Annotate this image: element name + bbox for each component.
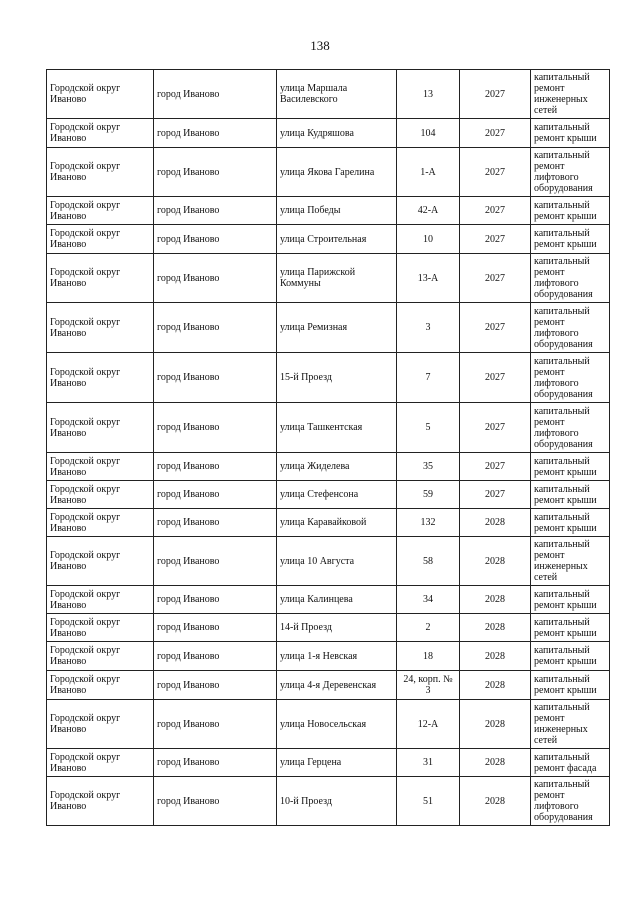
street-cell: улица Победы	[277, 197, 397, 225]
year-cell: 2028	[460, 586, 531, 614]
city-cell: город Иваново	[154, 197, 277, 225]
street-cell: 14-й Проезд	[277, 614, 397, 642]
page-number: 138	[310, 38, 330, 53]
work-type-cell: капитальный ремонт крыши	[531, 671, 610, 700]
house-cell: 132	[397, 509, 460, 537]
table-row	[47, 148, 610, 197]
work-type-cell: капитальный ремонт инженерных сетей	[531, 537, 610, 586]
city-cell: город Иваново	[154, 586, 277, 614]
city-cell: город Иваново	[154, 353, 277, 403]
district-cell: Городской округ Иваново	[47, 481, 154, 509]
year-cell: 2027	[460, 148, 531, 197]
work-type-cell: капитальный ремонт крыши	[531, 642, 610, 671]
street-cell: 15-й Проезд	[277, 353, 397, 403]
table-row	[47, 353, 610, 403]
table-row	[47, 777, 610, 826]
street-cell: улица Кудряшова	[277, 119, 397, 148]
district-cell: Городской округ Иваново	[47, 254, 154, 303]
house-cell: 31	[397, 749, 460, 777]
table-row	[47, 586, 610, 614]
table-row	[47, 509, 610, 537]
house-cell: 13	[397, 70, 460, 119]
house-cell: 24, корп. № 3	[397, 671, 460, 700]
street-cell: улица Ремизная	[277, 303, 397, 353]
street-cell: улица Якова Гарелина	[277, 148, 397, 197]
street-cell: улица Жиделева	[277, 453, 397, 481]
work-type-cell: капитальный ремонт фасада	[531, 749, 610, 777]
district-cell: Городской округ Иваново	[47, 537, 154, 586]
table-row	[47, 749, 610, 777]
work-type-cell: капитальный ремонт крыши	[531, 509, 610, 537]
year-cell: 2028	[460, 700, 531, 749]
repair-schedule-table	[46, 69, 610, 826]
district-cell: Городской округ Иваново	[47, 614, 154, 642]
street-cell: 10-й Проезд	[277, 777, 397, 826]
city-cell: город Иваново	[154, 453, 277, 481]
district-cell: Городской округ Иваново	[47, 403, 154, 453]
year-cell: 2028	[460, 749, 531, 777]
table-row	[47, 119, 610, 148]
city-cell: город Иваново	[154, 303, 277, 353]
work-type-cell: капитальный ремонт лифтового оборудования	[531, 403, 610, 453]
table-row	[47, 481, 610, 509]
work-type-cell: капитальный ремонт лифтового оборудования	[531, 148, 610, 197]
district-cell: Городской округ Иваново	[47, 749, 154, 777]
table-row	[47, 671, 610, 700]
street-cell: улица 1-я Невская	[277, 642, 397, 671]
work-type-cell: капитальный ремонт крыши	[531, 119, 610, 148]
work-type-cell: капитальный ремонт лифтового оборудования	[531, 303, 610, 353]
house-cell: 35	[397, 453, 460, 481]
city-cell: город Иваново	[154, 700, 277, 749]
street-cell: улица Калинцева	[277, 586, 397, 614]
table-row	[47, 70, 610, 119]
street-cell: улица Ташкентская	[277, 403, 397, 453]
work-type-cell: капитальный ремонт лифтового оборудования	[531, 254, 610, 303]
year-cell: 2027	[460, 453, 531, 481]
table-row	[47, 537, 610, 586]
year-cell: 2028	[460, 671, 531, 700]
house-cell: 5	[397, 403, 460, 453]
house-cell: 1-А	[397, 148, 460, 197]
district-cell: Городской округ Иваново	[47, 642, 154, 671]
work-type-cell: капитальный ремонт крыши	[531, 225, 610, 254]
city-cell: город Иваново	[154, 537, 277, 586]
work-type-cell: капитальный ремонт крыши	[531, 614, 610, 642]
work-type-cell: капитальный ремонт крыши	[531, 197, 610, 225]
district-cell: Городской округ Иваново	[47, 197, 154, 225]
table-row	[47, 700, 610, 749]
street-cell: улица Стефенсона	[277, 481, 397, 509]
work-type-cell: капитальный ремонт инженерных сетей	[531, 70, 610, 119]
table-row	[47, 642, 610, 671]
house-cell: 12-А	[397, 700, 460, 749]
house-cell: 104	[397, 119, 460, 148]
district-cell: Городской округ Иваново	[47, 225, 154, 254]
house-cell: 59	[397, 481, 460, 509]
district-cell: Городской округ Иваново	[47, 70, 154, 119]
street-cell: улица Маршала Василевского	[277, 70, 397, 119]
table-row	[47, 225, 610, 254]
city-cell: город Иваново	[154, 777, 277, 826]
house-cell: 2	[397, 614, 460, 642]
house-cell: 34	[397, 586, 460, 614]
table-row	[47, 254, 610, 303]
house-cell: 7	[397, 353, 460, 403]
street-cell: улица Парижской Коммуны	[277, 254, 397, 303]
house-cell: 3	[397, 303, 460, 353]
district-cell: Городской округ Иваново	[47, 453, 154, 481]
house-cell: 58	[397, 537, 460, 586]
city-cell: город Иваново	[154, 403, 277, 453]
district-cell: Городской округ Иваново	[47, 353, 154, 403]
year-cell: 2027	[460, 254, 531, 303]
district-cell: Городской округ Иваново	[47, 700, 154, 749]
year-cell: 2027	[460, 403, 531, 453]
city-cell: город Иваново	[154, 119, 277, 148]
city-cell: город Иваново	[154, 642, 277, 671]
year-cell: 2027	[460, 303, 531, 353]
year-cell: 2028	[460, 509, 531, 537]
house-cell: 10	[397, 225, 460, 254]
year-cell: 2027	[460, 353, 531, 403]
street-cell: улица 10 Августа	[277, 537, 397, 586]
city-cell: город Иваново	[154, 481, 277, 509]
work-type-cell: капитальный ремонт крыши	[531, 453, 610, 481]
table-row	[47, 614, 610, 642]
table-row	[47, 453, 610, 481]
city-cell: город Иваново	[154, 509, 277, 537]
district-cell: Городской округ Иваново	[47, 671, 154, 700]
city-cell: город Иваново	[154, 148, 277, 197]
year-cell: 2027	[460, 225, 531, 254]
year-cell: 2028	[460, 642, 531, 671]
city-cell: город Иваново	[154, 254, 277, 303]
district-cell: Городской округ Иваново	[47, 509, 154, 537]
house-cell: 13-А	[397, 254, 460, 303]
table-row	[47, 303, 610, 353]
city-cell: город Иваново	[154, 749, 277, 777]
work-type-cell: капитальный ремонт крыши	[531, 481, 610, 509]
street-cell: улица Новосельская	[277, 700, 397, 749]
house-cell: 18	[397, 642, 460, 671]
year-cell: 2028	[460, 537, 531, 586]
year-cell: 2027	[460, 481, 531, 509]
work-type-cell: капитальный ремонт инженерных сетей	[531, 700, 610, 749]
city-cell: город Иваново	[154, 671, 277, 700]
year-cell: 2027	[460, 70, 531, 119]
table-row	[47, 197, 610, 225]
street-cell: улица Строительная	[277, 225, 397, 254]
district-cell: Городской округ Иваново	[47, 148, 154, 197]
street-cell: улица Каравайковой	[277, 509, 397, 537]
work-type-cell: капитальный ремонт лифтового оборудования	[531, 353, 610, 403]
year-cell: 2028	[460, 777, 531, 826]
street-cell: улица 4-я Деревенская	[277, 671, 397, 700]
district-cell: Городской округ Иваново	[47, 777, 154, 826]
year-cell: 2027	[460, 197, 531, 225]
district-cell: Городской округ Иваново	[47, 586, 154, 614]
year-cell: 2028	[460, 614, 531, 642]
district-cell: Городской округ Иваново	[47, 119, 154, 148]
year-cell: 2027	[460, 119, 531, 148]
work-type-cell: капитальный ремонт крыши	[531, 586, 610, 614]
house-cell: 42-А	[397, 197, 460, 225]
work-type-cell: капитальный ремонт лифтового оборудования	[531, 777, 610, 826]
district-cell: Городской округ Иваново	[47, 303, 154, 353]
city-cell: город Иваново	[154, 225, 277, 254]
city-cell: город Иваново	[154, 614, 277, 642]
city-cell: город Иваново	[154, 70, 277, 119]
street-cell: улица Герцена	[277, 749, 397, 777]
table-row	[47, 403, 610, 453]
house-cell: 51	[397, 777, 460, 826]
